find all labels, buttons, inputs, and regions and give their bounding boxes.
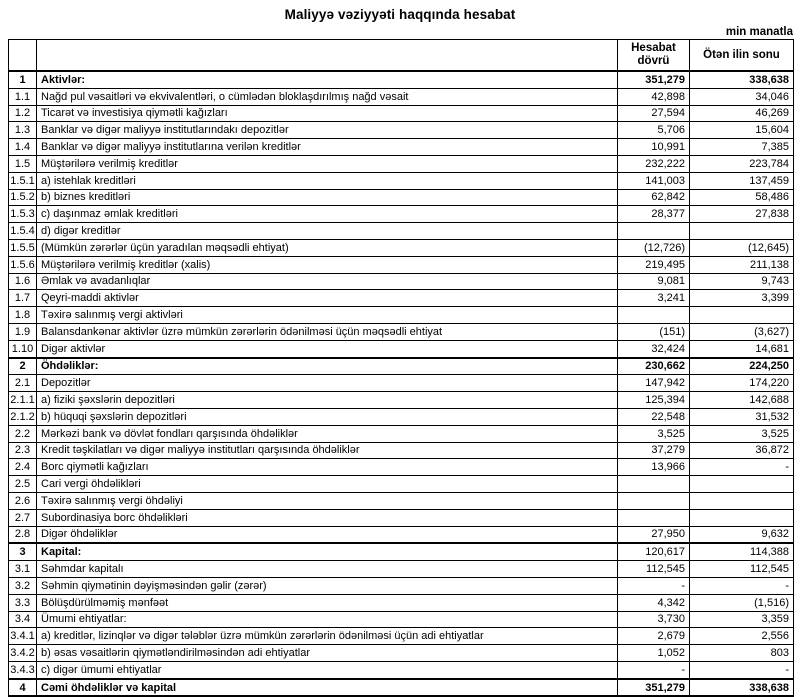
row-label-cell: Səhmdar kapitalı [37, 561, 618, 578]
table-row [9, 307, 794, 324]
row-current-value-cell: 219,495 [618, 256, 690, 273]
row-label-cell: a) fiziki şəxslərin depozitləri [37, 392, 618, 409]
row-previous-value-cell: 15,604 [690, 122, 794, 139]
row-number-cell: 2.6 [9, 492, 37, 509]
row-current-value-cell: 32,424 [618, 340, 690, 357]
row-label-cell: Qeyri-maddi aktivlər [37, 290, 618, 307]
row-previous-value-cell [690, 223, 794, 240]
header-cell-previous-year: Ötən ilin sonu [690, 40, 794, 72]
row-number-cell: 1.4 [9, 139, 37, 156]
table-row [9, 375, 794, 392]
row-previous-value-cell: 14,681 [690, 340, 794, 357]
table-row [9, 594, 794, 611]
table-row [9, 526, 794, 543]
row-label-cell: Digər aktivlər [37, 340, 618, 357]
row-current-value-cell: 37,279 [618, 442, 690, 459]
row-current-value-cell: 2,679 [618, 628, 690, 645]
row-label-cell: Təxirə salınmış vergi öhdəliyi [37, 492, 618, 509]
row-label-cell: Balansdankənar aktivlər üzrə mümkün zərərlərin ödənilməsi üçün məqsədli ehtiyat [37, 323, 618, 340]
table-row [9, 645, 794, 662]
row-previous-value-cell: 338,638 [690, 71, 794, 88]
row-number-cell: 1.5.4 [9, 223, 37, 240]
header-cell-label [37, 40, 618, 72]
row-current-value-cell: 27,950 [618, 526, 690, 543]
row-current-value-cell: 112,545 [618, 561, 690, 578]
table-row [9, 509, 794, 526]
table-row [9, 273, 794, 290]
row-current-value-cell: 62,842 [618, 189, 690, 206]
row-number-cell: 2.5 [9, 476, 37, 493]
unit-note: min manatla [725, 26, 793, 38]
row-label-cell: (Mümkün zərərlər üçün yaradılan məqsədli ehtiyat) [37, 239, 618, 256]
row-number-cell: 3.2 [9, 577, 37, 594]
row-current-value-cell: 4,342 [618, 594, 690, 611]
row-previous-value-cell: 174,220 [690, 375, 794, 392]
row-current-value-cell: 230,662 [618, 358, 690, 375]
row-current-value-cell [618, 307, 690, 324]
row-label-cell: a) kreditlər, lizinqlər və digər tələblər üzrə mümkün zərərlərin ödənilməsi üçün adi ehtiyatlar [37, 628, 618, 645]
row-label-cell: Ümumi ehtiyatlar: [37, 611, 618, 628]
row-current-value-cell: 120,617 [618, 543, 690, 560]
table-row [9, 611, 794, 628]
table-row [9, 442, 794, 459]
row-label-cell: Təxirə salınmış vergi aktivləri [37, 307, 618, 324]
row-current-value-cell: 3,525 [618, 425, 690, 442]
row-current-value-cell: 10,991 [618, 139, 690, 156]
row-label-cell: Kredit təşkilatları və digər maliyyə institutları qarşısında öhdəliklər [37, 442, 618, 459]
row-previous-value-cell [690, 492, 794, 509]
row-current-value-cell: 1,052 [618, 645, 690, 662]
row-current-value-cell: 27,594 [618, 105, 690, 122]
table-row [9, 206, 794, 223]
row-number-cell: 1.1 [9, 88, 37, 105]
row-label-cell: Bölüşdürülməmiş mənfəət [37, 594, 618, 611]
row-label-cell: Aktivlər: [37, 71, 618, 88]
row-label-cell: Müştərilərə verilmiş kreditlər (xalis) [37, 256, 618, 273]
row-current-value-cell: 42,898 [618, 88, 690, 105]
row-number-cell: 1.7 [9, 290, 37, 307]
row-number-cell: 2.1 [9, 375, 37, 392]
row-current-value-cell: 232,222 [618, 155, 690, 172]
row-label-cell: Ticarət və investisiya qiymətli kağızları [37, 105, 618, 122]
row-label-cell: b) əsas vəsaitlərin qiymətləndirilməsindən adi ehtiyatlar [37, 645, 618, 662]
row-previous-value-cell: 34,046 [690, 88, 794, 105]
row-previous-value-cell [690, 509, 794, 526]
page-title: Maliyyə vəziyyəti haqqında hesabat [284, 7, 516, 22]
row-current-value-cell: - [618, 577, 690, 594]
row-previous-value-cell: - [690, 577, 794, 594]
row-previous-value-cell: 9,743 [690, 273, 794, 290]
table-row [9, 425, 794, 442]
row-current-value-cell: - [618, 661, 690, 678]
table-row [9, 290, 794, 307]
table-row [9, 122, 794, 139]
table-row [9, 155, 794, 172]
row-previous-value-cell [690, 476, 794, 493]
row-number-cell: 3.4.2 [9, 645, 37, 662]
table-row [9, 476, 794, 493]
header-row [9, 40, 794, 72]
row-previous-value-cell: 2,556 [690, 628, 794, 645]
row-number-cell: 1.5.3 [9, 206, 37, 223]
row-number-cell: 1.10 [9, 340, 37, 357]
row-number-cell: 1 [9, 71, 37, 88]
row-number-cell: 1.5.5 [9, 239, 37, 256]
row-label-cell: Səhmin qiymətinin dəyişməsindən gəlir (zərər) [37, 577, 618, 594]
row-number-cell: 1.5 [9, 155, 37, 172]
row-number-cell: 1.3 [9, 122, 37, 139]
row-label-cell: b) biznes kreditləri [37, 189, 618, 206]
row-previous-value-cell: (12,645) [690, 239, 794, 256]
row-previous-value-cell: 338,638 [690, 679, 794, 697]
row-current-value-cell: 22,548 [618, 408, 690, 425]
row-current-value-cell: 351,279 [618, 71, 690, 88]
row-current-value-cell: (12,726) [618, 239, 690, 256]
table-row [9, 223, 794, 240]
row-label-cell: Kapital: [37, 543, 618, 560]
row-number-cell: 1.5.6 [9, 256, 37, 273]
row-current-value-cell: 125,394 [618, 392, 690, 409]
row-label-cell: a) istehlak kreditləri [37, 172, 618, 189]
row-label-cell: d) digər kreditlər [37, 223, 618, 240]
row-number-cell: 3.4.1 [9, 628, 37, 645]
row-label-cell: Öhdəliklər: [37, 358, 618, 375]
row-label-cell: Banklar və digər maliyyə institutlarına verilən kreditlər [37, 139, 618, 156]
table-row [9, 628, 794, 645]
row-current-value-cell [618, 492, 690, 509]
row-label-cell: Banklar və digər maliyyə institutlarındakı depozitlər [37, 122, 618, 139]
row-previous-value-cell: 58,486 [690, 189, 794, 206]
row-previous-value-cell: - [690, 661, 794, 678]
header-cell-no [9, 40, 37, 72]
row-label-cell: b) hüquqi şəxslərin depozitləri [37, 408, 618, 425]
row-number-cell: 2.2 [9, 425, 37, 442]
row-previous-value-cell: 3,525 [690, 425, 794, 442]
row-number-cell: 3.4 [9, 611, 37, 628]
row-previous-value-cell: 114,388 [690, 543, 794, 560]
row-number-cell: 4 [9, 679, 37, 697]
table-row [9, 661, 794, 678]
row-label-cell: Mərkəzi bank və dövlət fondları qarşısında öhdəliklər [37, 425, 618, 442]
row-current-value-cell [618, 509, 690, 526]
row-previous-value-cell: 9,632 [690, 526, 794, 543]
row-current-value-cell: 28,377 [618, 206, 690, 223]
table-row [9, 139, 794, 156]
table-row [9, 408, 794, 425]
row-current-value-cell: 351,279 [618, 679, 690, 697]
row-label-cell: Subordinasiya borc öhdəlikləri [37, 509, 618, 526]
row-previous-value-cell [690, 307, 794, 324]
table-row [9, 239, 794, 256]
row-number-cell: 2 [9, 358, 37, 375]
header-cell-current-period: Hesabat dövrü [618, 40, 690, 72]
row-number-cell: 1.9 [9, 323, 37, 340]
row-previous-value-cell: 224,250 [690, 358, 794, 375]
row-previous-value-cell: 27,838 [690, 206, 794, 223]
table-row [9, 189, 794, 206]
row-previous-value-cell: - [690, 459, 794, 476]
row-previous-value-cell: 112,545 [690, 561, 794, 578]
row-number-cell: 2.4 [9, 459, 37, 476]
table-row [9, 358, 794, 375]
row-label-cell: Digər öhdəliklər [37, 526, 618, 543]
row-previous-value-cell: 3,359 [690, 611, 794, 628]
table-row [9, 256, 794, 273]
row-number-cell: 3.4.3 [9, 661, 37, 678]
table-row [9, 323, 794, 340]
row-label-cell: Cari vergi öhdəlikləri [37, 476, 618, 493]
table-row [9, 492, 794, 509]
table-row [9, 172, 794, 189]
row-label-cell: Müştərilərə verilmiş kreditlər [37, 155, 618, 172]
row-number-cell: 2.7 [9, 509, 37, 526]
row-label-cell: Borc qiymətli kağızları [37, 459, 618, 476]
row-number-cell: 3 [9, 543, 37, 560]
row-number-cell: 2.3 [9, 442, 37, 459]
table-row [9, 392, 794, 409]
row-current-value-cell: 141,003 [618, 172, 690, 189]
row-current-value-cell [618, 223, 690, 240]
row-current-value-cell [618, 476, 690, 493]
row-previous-value-cell: 46,269 [690, 105, 794, 122]
row-number-cell: 2.8 [9, 526, 37, 543]
row-label-cell: Əmlak və avadanlıqlar [37, 273, 618, 290]
table-row [9, 679, 794, 697]
table-row [9, 88, 794, 105]
row-current-value-cell: 5,706 [618, 122, 690, 139]
row-previous-value-cell: (1,516) [690, 594, 794, 611]
row-number-cell: 2.1.1 [9, 392, 37, 409]
row-previous-value-cell: 211,138 [690, 256, 794, 273]
row-current-value-cell: 3,730 [618, 611, 690, 628]
row-previous-value-cell: 223,784 [690, 155, 794, 172]
row-current-value-cell: 3,241 [618, 290, 690, 307]
row-previous-value-cell: 36,872 [690, 442, 794, 459]
row-label-cell: Nağd pul vəsaitləri və ekvivalentləri, o cümlədən bloklaşdırılmış nağd vəsait [37, 88, 618, 105]
row-previous-value-cell: 7,385 [690, 139, 794, 156]
row-label-cell: Depozitlər [37, 375, 618, 392]
row-previous-value-cell: (3,627) [690, 323, 794, 340]
table-row [9, 459, 794, 476]
row-previous-value-cell: 3,399 [690, 290, 794, 307]
row-number-cell: 1.6 [9, 273, 37, 290]
row-number-cell: 1.2 [9, 105, 37, 122]
table-row [9, 577, 794, 594]
row-previous-value-cell: 31,532 [690, 408, 794, 425]
row-previous-value-cell: 137,459 [690, 172, 794, 189]
row-number-cell: 3.1 [9, 561, 37, 578]
row-current-value-cell: 13,966 [618, 459, 690, 476]
table-body [9, 71, 794, 696]
row-current-value-cell: 9,081 [618, 273, 690, 290]
row-number-cell: 1.5.2 [9, 189, 37, 206]
row-current-value-cell: 147,942 [618, 375, 690, 392]
row-current-value-cell: (151) [618, 323, 690, 340]
table-row [9, 105, 794, 122]
row-number-cell: 1.8 [9, 307, 37, 324]
row-number-cell: 2.1.2 [9, 408, 37, 425]
row-number-cell: 1.5.1 [9, 172, 37, 189]
table-row [9, 71, 794, 88]
table-row [9, 340, 794, 357]
row-label-cell: Cəmi öhdəliklər və kapital [37, 679, 618, 697]
table-row [9, 543, 794, 560]
table-row [9, 561, 794, 578]
row-number-cell: 3.3 [9, 594, 37, 611]
row-label-cell: c) digər ümumi ehtiyatlar [37, 661, 618, 678]
financial-position-table [8, 39, 794, 697]
row-label-cell: c) daşınmaz əmlak kreditləri [37, 206, 618, 223]
row-previous-value-cell: 803 [690, 645, 794, 662]
row-previous-value-cell: 142,688 [690, 392, 794, 409]
table-header [9, 40, 794, 72]
